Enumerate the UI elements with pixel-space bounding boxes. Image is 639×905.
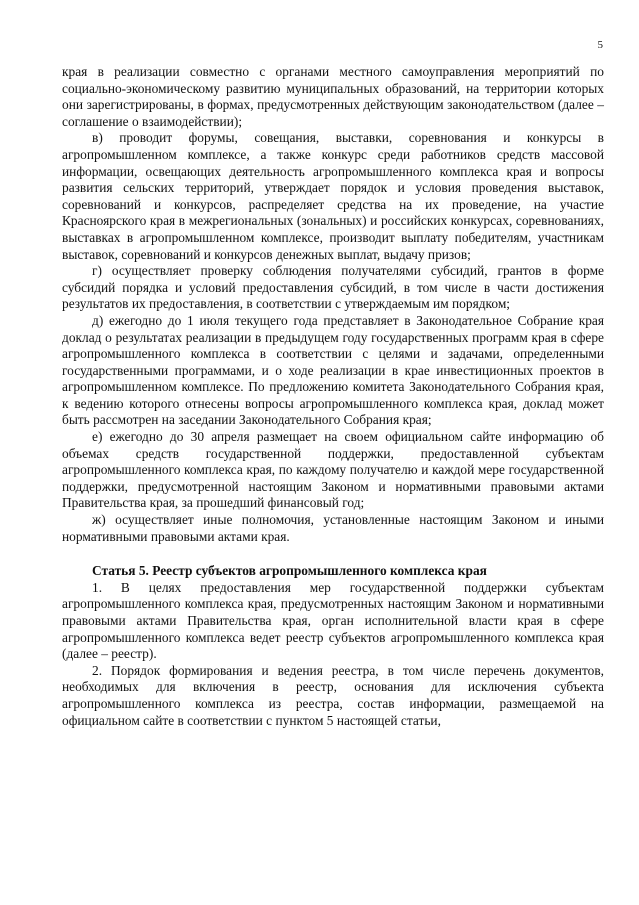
document-body bbox=[62, 64, 604, 729]
paragraph-article-5-point-2: 2. Порядок формирования и ведения реестра, в том числе перечень документов, необходимых для включения в реестр, основания для исключения субъекта агропромышленного комплекса из реестра, состав информации, размещаемой на официальном сайте в соответствии с пунктом 5 настоящей статьи, bbox=[62, 662, 604, 728]
paragraph-article-5-point-1: 1. В целях предоставления мер государственной поддержки субъектам агропромышленного комплекса края, предусмотренных настоящим Законом и нормативными правовыми актами Правительства края, орган исполнительной власти края в сфере агропромышленного комплекса ведет реестр субъектов агропромышленного комплекса края (далее – реестр). bbox=[62, 579, 604, 662]
paragraph-item-zh: ж) осуществляет иные полномочия, установленные настоящим Законом и иными нормативными правовыми актами края. bbox=[62, 512, 604, 544]
paragraph-agreement-continuation: края в реализации совместно с органами местного самоуправления мероприятий по социально-экономическому развитию муниципальных образований, на территории которых они зарегистрированы, в формах, предусмотренных действующим законодательством (далее – соглашение о взаимодействии); bbox=[62, 64, 604, 129]
paragraph-item-g: г) осуществляет проверку соблюдения получателями субсидий, грантов в форме субсидий порядка и условий предоставления субсидий, в том числе в части достижения результатов их предоставления, в соответствии с утверждаемым им порядком; bbox=[62, 263, 604, 312]
article-5-heading: Статья 5. Реестр субъектов агропромышленного комплекса края bbox=[92, 563, 487, 579]
paragraph-item-v: в) проводит форумы, совещания, выставки, соревнования и конкурсы в агропромышленном комплексе, а также конкурс среди работников средств массовой информации, освещающих деятельность агропромышленного комплекса края и вопросы развития сельских территорий, утверждает порядок и условия проведения выставок, соревнований и конкурсов, распределяет средства на их проведение, на участие Красноярского края в межрегиональных (зональных) и российских конкурсах, соревнованиях, выставках в агропромышленном комплексе, производит выплату победителям, участникам выставок, соревнований и конкурсов денежных выплат, выдачу призов; bbox=[62, 130, 604, 262]
page-number: 5 bbox=[597, 39, 603, 51]
paragraph-item-e: е) ежегодно до 30 апреля размещает на своем официальном сайте информацию об объемах средств государственной поддержки, предоставленной субъектам агропромышленного комплекса края, по каждому получателю и каждой мере государственной поддержки, предусмотренной настоящим Законом и нормативными правовыми актами Правительства края, за прошедший финансовый год; bbox=[62, 429, 604, 511]
paragraph-item-d: д) ежегодно до 1 июля текущего года представляет в Законодательное Собрание края доклад о результатах реализации в предыдущем году государственных программ края в сфере агропромышленного комплекса в соответствии с целями и задачами, определенными государственными программами, и о ходе реализации в крае инвестиционных проектов в агропромышленном комплексе. По предложению комитета Законодательного Собрания края, к ведению которого отнесены вопросы агропромышленного комплекса края, доклад может быть рассмотрен на заседании Законодательного Собрания края; bbox=[62, 312, 604, 428]
